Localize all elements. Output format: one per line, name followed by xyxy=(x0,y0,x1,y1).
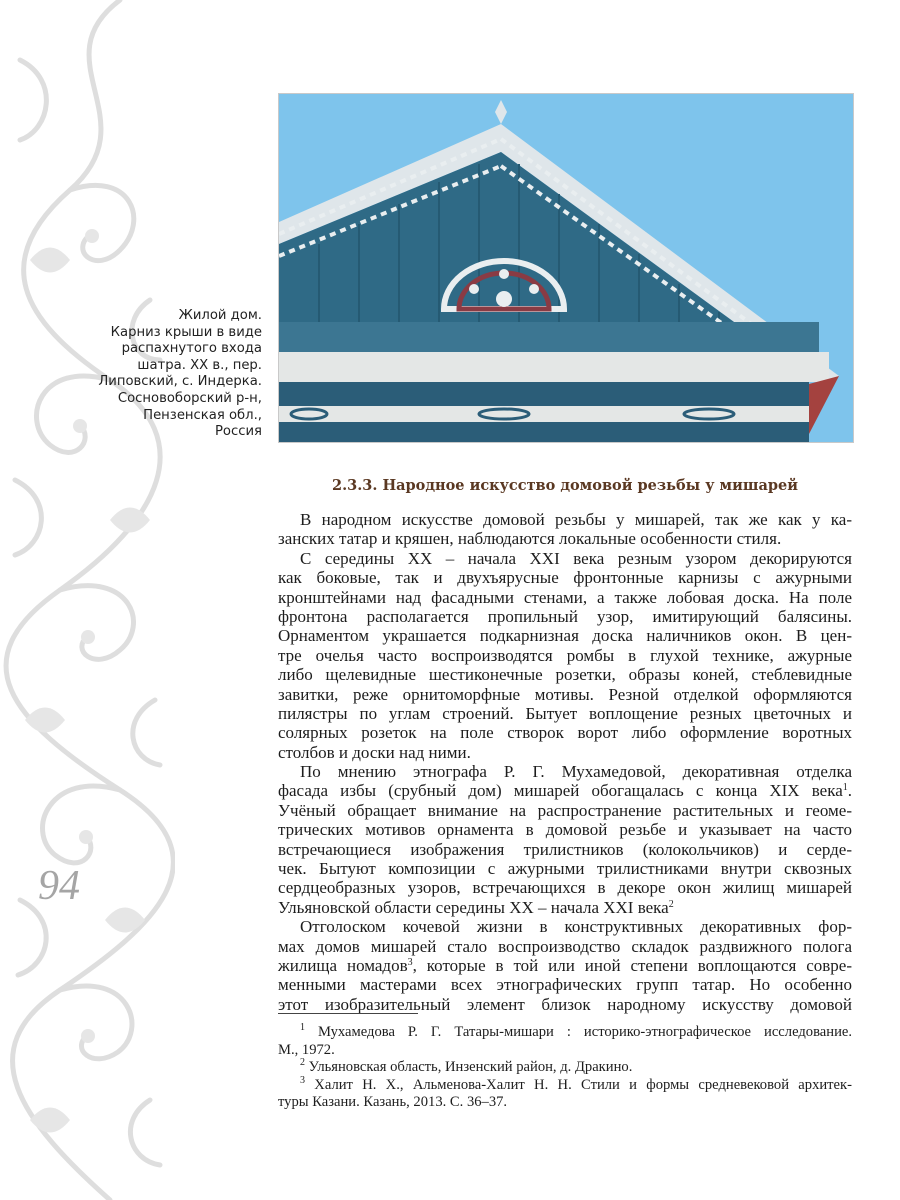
body-line-text: фронтона располагается пропильный узор, имитирующий балясины. xyxy=(278,606,852,626)
body-line xyxy=(278,529,852,548)
body-line xyxy=(278,859,852,878)
body-line xyxy=(278,801,852,820)
footnote-line xyxy=(278,1094,852,1112)
body-line-text: кронштейнами над фасадными стенами, а также лобовая доска. На поле xyxy=(278,587,852,607)
body-line-text: солярных розеток на поле створок ворот либо оформление воротных xyxy=(278,723,852,743)
caption-line: Россия xyxy=(214,424,262,440)
body-line xyxy=(278,840,852,859)
body-line-text: фасада избы (срубный дом) мишарей обогащалась с конца XIX века xyxy=(278,781,843,801)
body-line xyxy=(278,665,852,684)
body-line xyxy=(278,723,852,742)
body-line xyxy=(278,898,852,917)
body-line xyxy=(278,743,852,762)
caption-line: шатра. XX в., пер. xyxy=(137,357,262,373)
body-line-text: Ульяновской области середины XX – начала XXI века xyxy=(278,897,669,917)
body-line-text: сердцеобразных узоров, встречающихся в декоре окон жилищ мишарей xyxy=(278,878,852,898)
body-line xyxy=(278,762,852,781)
footnote-text: М., 1972. xyxy=(278,1041,335,1058)
body-line xyxy=(278,704,852,723)
footnote-reference: 2 xyxy=(668,898,674,910)
body-line-text: трических мотивов орнамента в домовой резьбе и указывает на часто xyxy=(278,820,852,840)
gable-photograph xyxy=(278,93,854,443)
footnote-text: Ульяновская область, Инзенский район, д. Дракино. xyxy=(305,1059,633,1076)
body-line-text: жилища номадов xyxy=(278,955,408,975)
floral-ornament-border xyxy=(0,0,175,1200)
body-line-text: как боковые, так и двухъярусные фронтонные карнизы с ажурными xyxy=(278,568,852,588)
body-line xyxy=(278,646,852,665)
body-line xyxy=(278,956,852,975)
caption-line: распахнутого входа xyxy=(121,341,262,357)
body-line xyxy=(278,685,852,704)
body-line-text: Орнаментом украшается подкарнизная доска наличников окон. В цен- xyxy=(278,626,852,646)
photo-caption xyxy=(70,308,262,441)
ornament-graphic xyxy=(0,0,175,1200)
body-line xyxy=(278,975,852,994)
body-line-text: занских татар и кряшен, наблюдаются локальные особенности стиля. xyxy=(278,529,782,549)
body-line-text: По мнению этнографа Р. Г. Мухамедовой, декоративная отделка xyxy=(300,762,852,782)
caption-line: Жилой дом. xyxy=(178,308,262,323)
body-line xyxy=(278,820,852,839)
body-line-text: мах домов мишарей стало воспроизводство складок раздвижного полога xyxy=(278,936,852,956)
footnotes xyxy=(278,1024,852,1112)
body-line-text: С середины XX – начала XXI века резным узором декорируются xyxy=(300,548,852,568)
body-line xyxy=(278,549,852,568)
body-line xyxy=(278,626,852,645)
footnote-line xyxy=(278,1059,852,1077)
body-line-text: завитки, реже орнитоморфные мотивы. Резной отделкой оформляются xyxy=(278,684,852,704)
body-line xyxy=(278,510,852,529)
section-heading: 2.3.3. Народное искусство домовой резьбы у мишарей xyxy=(331,477,798,494)
body-line-text: Учёный обращает внимание на распространение растительных и геоме- xyxy=(278,800,852,820)
page-number: 94 xyxy=(38,863,80,909)
body-line xyxy=(278,588,852,607)
body-line-text: менными мастерами всех этнографических групп татар. Но особенно xyxy=(278,975,852,995)
body-line-text: пилястры по углам строений. Бытует воплощение резных цветочных и xyxy=(278,703,852,723)
footnote-line xyxy=(278,1042,852,1060)
footnote-reference: 3 xyxy=(407,956,413,968)
footnote-mark: 3 xyxy=(300,1074,305,1086)
footnote-text: Мухамедова Р. Г. Татары-мишари : историко-этнографическое исследование. xyxy=(305,1024,852,1040)
footnote-mark: 1 xyxy=(300,1022,305,1033)
footnote-line xyxy=(278,1074,852,1095)
footnote-text: туры Казани. Казань, 2013. С. 36–37. xyxy=(278,1094,508,1111)
body-line xyxy=(278,937,852,956)
body-line-text: либо щелевидные шестиконечные розетки, образы коней, стеблевидные xyxy=(278,665,852,685)
body-line-text: Отголоском кочевой жизни в конструктивных декоративных фор- xyxy=(300,917,852,937)
footnote-line xyxy=(278,1024,852,1042)
body-line xyxy=(278,607,852,626)
gable-illustration xyxy=(279,94,853,442)
body-line-text: встречающиеся изображения трилистников (колокольчиков) и серде- xyxy=(278,839,852,859)
caption-line: Липовский, с. Индерка. xyxy=(98,374,262,390)
body-line-text: , которые в той или иной степени воплощаются совре- xyxy=(412,955,852,975)
footnote-separator xyxy=(278,1013,418,1014)
body-line-text: столбов и доски над ними. xyxy=(278,742,471,762)
body-line-text: этот изобразительный элемент близок народному искусству домовой xyxy=(278,994,852,1014)
footnote-text: Халит Н. Х., Альменова-Халит Н. Н. Стили и формы средневековой архитек- xyxy=(305,1076,852,1093)
body-text xyxy=(278,510,852,1014)
body-line xyxy=(278,995,852,1014)
body-line-text: тре очелья часто воспроизводятся ромбы в глухой технике, ажурные xyxy=(278,645,852,665)
body-line: фасада избы (срубный дом) мишарей обогащалась с конца XIX века$^1$. xyxy=(278,781,852,801)
caption-line: Карниз крыши в виде xyxy=(110,324,262,340)
body-line xyxy=(278,568,852,587)
footnote-reference: 1 xyxy=(842,782,848,794)
caption-line: Пензенская обл., xyxy=(143,407,262,423)
body-line-text: чек. Бытуют композиции с ажурными трилистниками внутри сквозных xyxy=(278,859,852,879)
caption-line: Сосновоборский р-н, xyxy=(117,390,262,406)
body-line-text: В народном искусстве домовой резьбы у мишарей, так же как у ка- xyxy=(300,510,852,529)
body-line xyxy=(278,917,852,936)
footnote-mark: 2 xyxy=(300,1057,305,1069)
body-line xyxy=(278,878,852,897)
